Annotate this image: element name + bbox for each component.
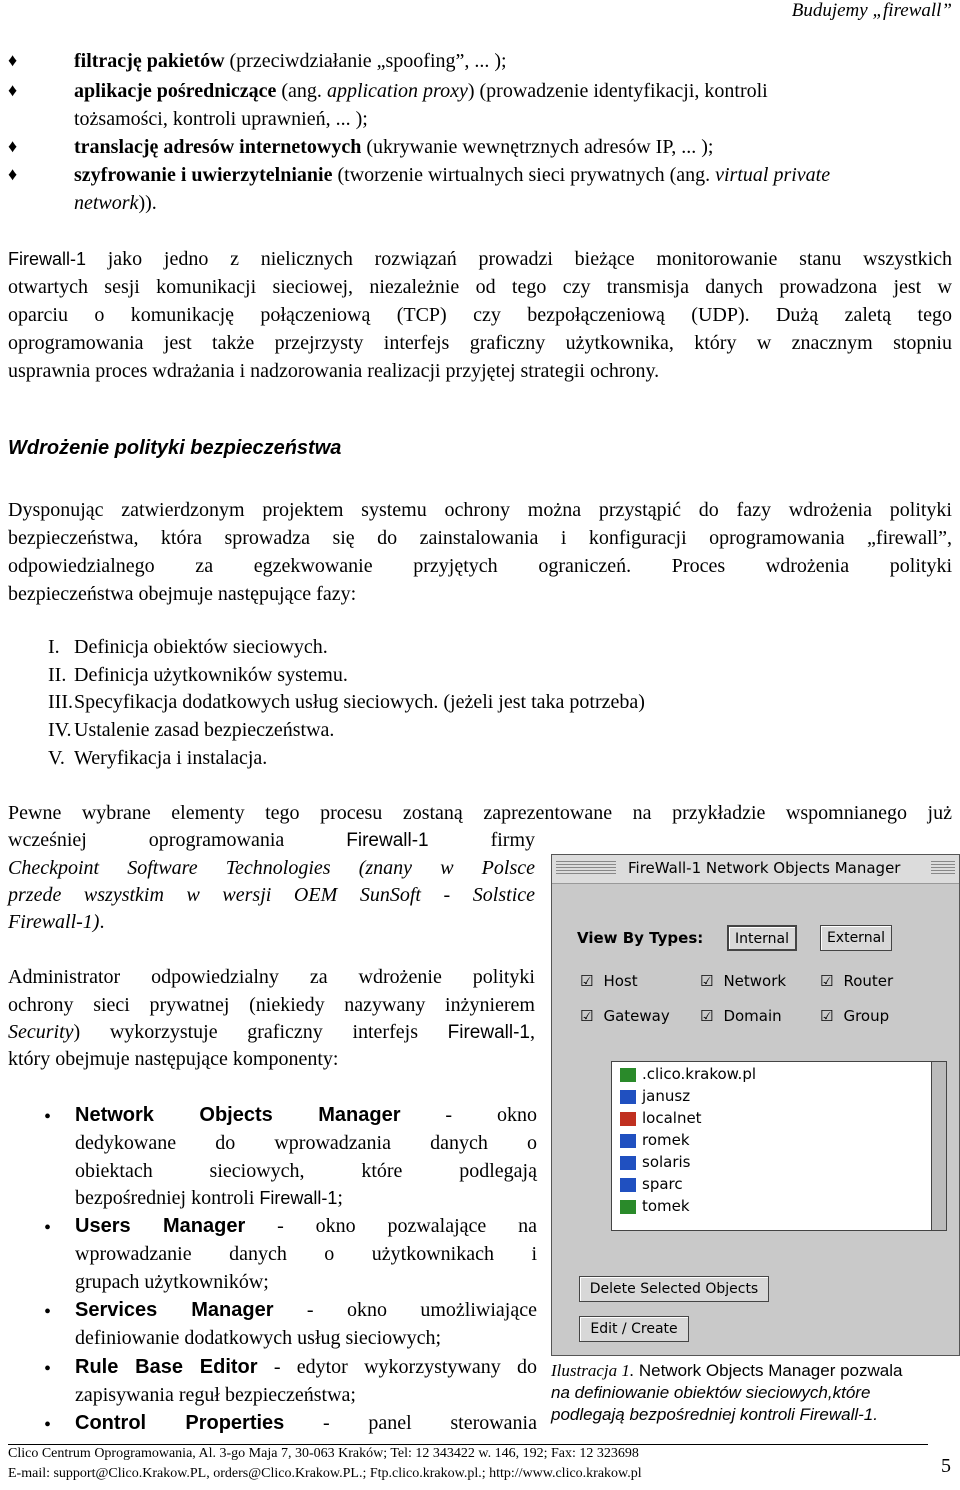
footer-rule — [8, 1444, 928, 1445]
list-item: Control Properties - panel sterowania — [75, 1412, 537, 1434]
footer-contact: E-mail: support@Clico.Krakow.PL, orders@Clico.Krakow.PL.; Ftp.clico.krakow.pl.; http://www.clico.krakow.pl — [8, 1466, 642, 1481]
bullet-dot-icon: • — [44, 1358, 52, 1380]
network-icon — [620, 1112, 636, 1126]
workstation-icon — [620, 1156, 636, 1170]
checkbox-router[interactable]: ☑ Router — [820, 972, 894, 990]
diamond-bullet-icon: ♦ — [8, 164, 18, 184]
section-heading: Wdrożenie polityki bezpieczeństwa — [8, 437, 342, 459]
checkmark-icon: ☑ — [820, 972, 834, 990]
list-scrollbar[interactable] — [931, 1061, 947, 1231]
bullet-item: ♦ aplikacje pośredniczące (ang. application proxy) (prowadzenie identyfikacji, kontroli — [8, 80, 768, 102]
bullet-continuation: network)). — [74, 192, 157, 214]
diamond-bullet-icon: ♦ — [8, 50, 18, 70]
domain-icon — [620, 1068, 636, 1082]
diamond-bullet-icon: ♦ — [8, 80, 18, 100]
checkbox-gateway[interactable]: ☑ Gateway — [580, 1007, 670, 1025]
list-item[interactable]: tomek — [642, 1197, 690, 1215]
checkbox-group[interactable]: ☑ Group — [820, 1007, 890, 1025]
checkbox-network[interactable]: ☑ Network — [700, 972, 787, 990]
checkmark-icon: ☑ — [820, 1007, 834, 1025]
page-number: 5 — [941, 1455, 951, 1477]
list-item: Users Manager - okno pozwalające na — [75, 1215, 537, 1237]
tab-external[interactable]: External — [820, 925, 892, 951]
running-header: Budujemy „firewall” — [791, 0, 952, 21]
edit-create-button[interactable]: Edit / Create — [579, 1316, 689, 1342]
bullet-item: ♦ filtrację pakietów (przeciwdziałanie „spoofing”, ... ); — [8, 50, 507, 72]
list-item[interactable]: romek — [642, 1131, 690, 1149]
window-titlebar[interactable] — [552, 855, 959, 884]
diamond-bullet-icon: ♦ — [8, 136, 18, 156]
list-item: Rule Base Editor - edytor wykorzystywany do — [75, 1356, 537, 1378]
view-by-label: View By Types: — [577, 929, 704, 947]
list-item[interactable]: janusz — [642, 1087, 691, 1105]
window-title: FireWall-1 Network Objects Manager — [624, 859, 904, 877]
checkmark-icon: ☑ — [700, 972, 714, 990]
workstation-icon — [620, 1134, 636, 1148]
list-item[interactable]: sparc — [642, 1175, 683, 1193]
firewall-icon — [620, 1200, 636, 1214]
checkbox-domain[interactable]: ☑ Domain — [700, 1007, 782, 1025]
bullet-dot-icon: • — [44, 1106, 52, 1128]
list-item[interactable]: solaris — [642, 1153, 691, 1171]
list-item: Network Objects Manager - okno — [75, 1104, 537, 1126]
tab-internal[interactable]: Internal — [727, 925, 797, 951]
checkmark-icon: ☑ — [700, 1007, 714, 1025]
objects-list[interactable] — [611, 1061, 933, 1231]
workstation-icon — [620, 1090, 636, 1104]
bullet-dot-icon: • — [44, 1414, 52, 1436]
list-item: Services Manager - okno umożliwiające — [75, 1299, 537, 1321]
bullet-item: ♦ szyfrowanie i uwierzytelnianie (tworzenie wirtualnych sieci prywatnych (ang. virtual private — [8, 164, 831, 186]
bullet-dot-icon: • — [44, 1301, 52, 1323]
delete-selected-objects-button[interactable]: Delete Selected Objects — [579, 1276, 769, 1302]
bullet-dot-icon: • — [44, 1217, 52, 1239]
footer-address: Clico Centrum Oprogramowania, Al. 3-go Maja 7, 30-063 Kraków; Tel: 12 343422 w. 146, 192; Fax: 12 323698 — [8, 1446, 639, 1461]
checkmark-icon: ☑ — [580, 1007, 594, 1025]
list-item[interactable]: .clico.krakow.pl — [642, 1065, 757, 1083]
checkmark-icon: ☑ — [580, 972, 594, 990]
bullet-item: ♦ translację adresów internetowych (ukrywanie wewnętrznych adresów IP, ... ); — [8, 136, 714, 158]
list-item[interactable]: localnet — [642, 1109, 702, 1127]
checkbox-host[interactable]: ☑ Host — [580, 972, 638, 990]
bullet-continuation: tożsamości, kontroli uprawnień, ... ); — [74, 108, 368, 130]
workstation-icon — [620, 1178, 636, 1192]
